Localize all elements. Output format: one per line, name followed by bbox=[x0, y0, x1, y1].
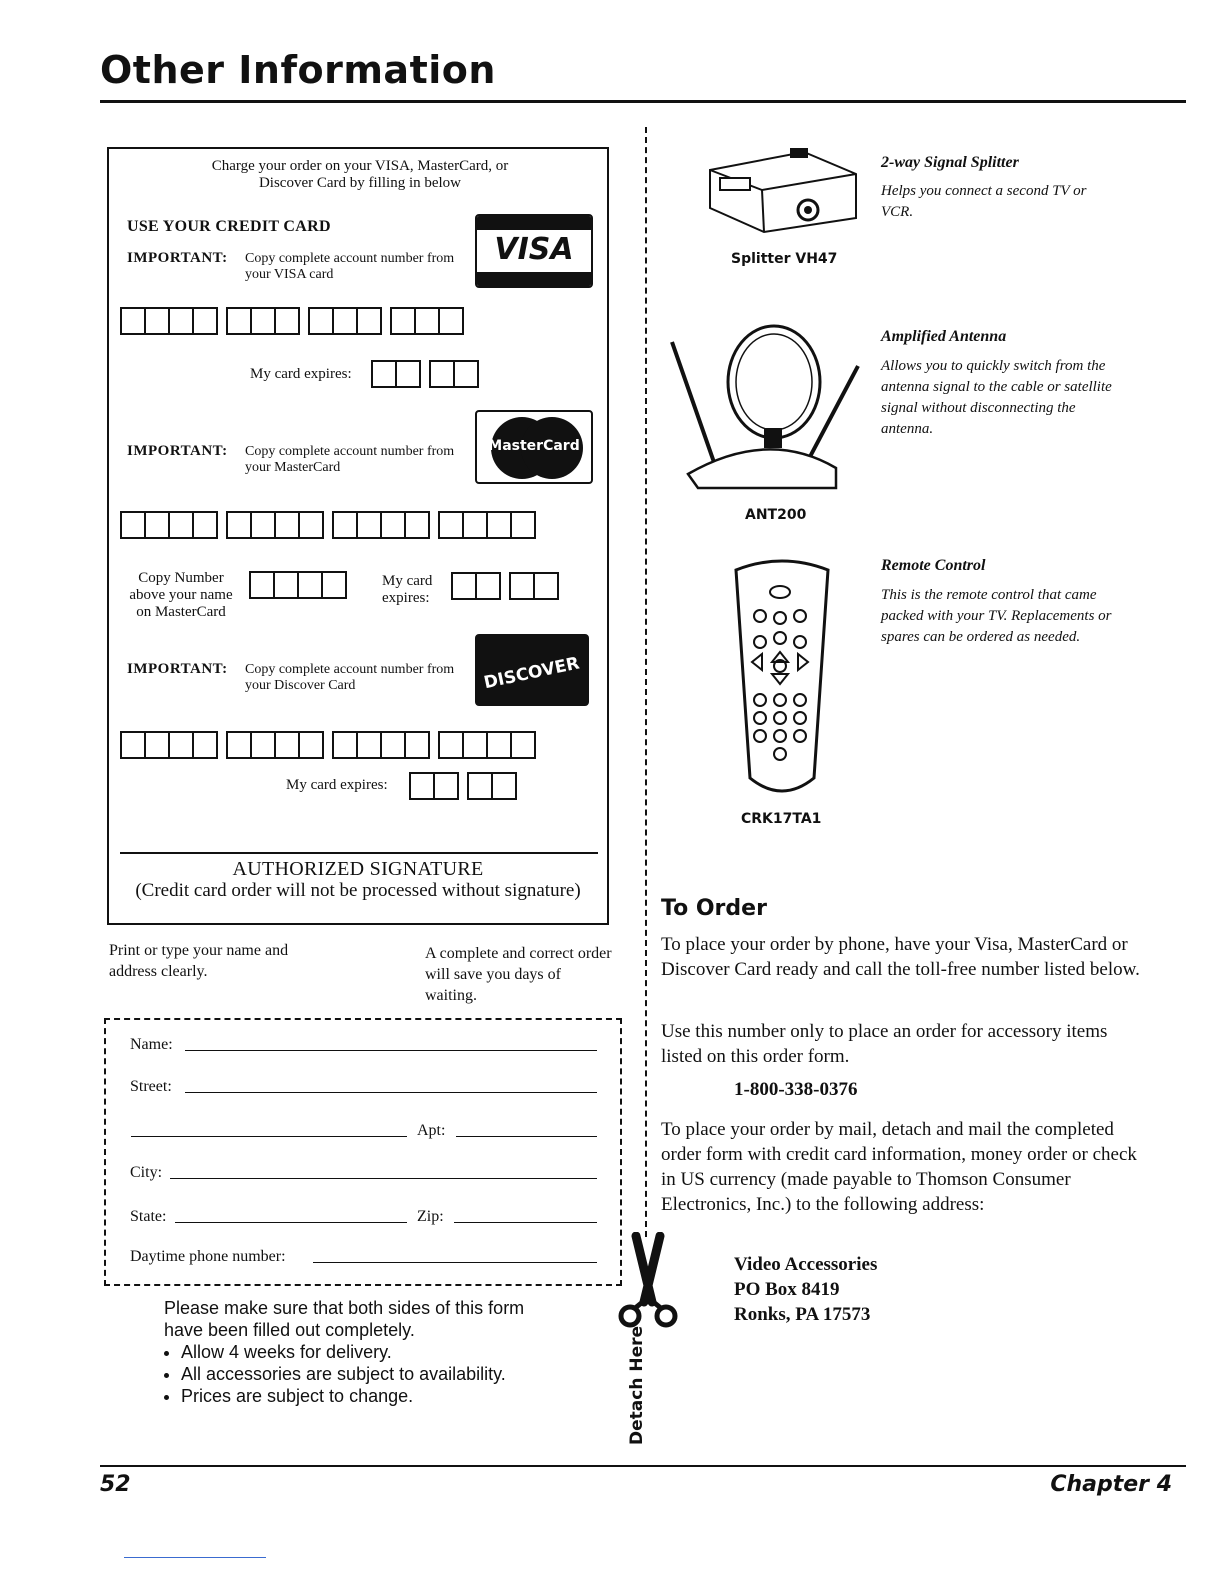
product-title-antenna: Amplified Antenna bbox=[881, 328, 1007, 345]
apt-label: Apt: bbox=[417, 1122, 446, 1139]
mailing-address bbox=[734, 1252, 877, 1327]
visa-expires-label: My card expires: bbox=[250, 366, 352, 382]
state-label: State: bbox=[130, 1208, 167, 1225]
signature-note: (Credit card order will not be processed without signature) bbox=[135, 880, 581, 901]
visa-expiry-boxes[interactable] bbox=[371, 360, 479, 388]
visa-instruction: Copy complete account number from your VISA card bbox=[245, 251, 455, 282]
reminders-list bbox=[164, 1341, 564, 1407]
mastercard-expiry-boxes[interactable] bbox=[451, 572, 559, 600]
copy-number-label: Copy Number above your name on MasterCard bbox=[129, 570, 233, 620]
reminders bbox=[164, 1297, 564, 1407]
phone-field[interactable] bbox=[313, 1262, 597, 1263]
address-line: Ronks, PA 17573 bbox=[734, 1304, 871, 1325]
product-desc-antenna: Allows you to quickly switch from the antenna signal to the cable or satellite signal without disconnecting the antenna. bbox=[881, 358, 1112, 437]
state-field[interactable] bbox=[175, 1222, 407, 1223]
bottom-accent-rule bbox=[124, 1557, 266, 1558]
product-title-remote: Remote Control bbox=[881, 557, 986, 574]
mastercard-logo-text: MasterCard bbox=[488, 438, 580, 454]
antenna-image bbox=[668, 318, 868, 496]
header-rule bbox=[100, 100, 1186, 103]
discover-logo bbox=[475, 634, 589, 706]
cut-line bbox=[645, 127, 647, 1237]
product-model-splitter: Splitter VH47 bbox=[731, 251, 838, 267]
detach-here-text: Detach Here bbox=[627, 1325, 647, 1445]
mastercard-name-number[interactable] bbox=[249, 571, 347, 599]
discover-instruction: Copy complete account number from your Discover Card bbox=[245, 662, 455, 693]
page-number: 52 bbox=[100, 1472, 131, 1497]
product-title-splitter: 2-way Signal Splitter bbox=[881, 154, 1019, 171]
mastercard-important-label: IMPORTANT: bbox=[127, 443, 228, 459]
to-order-heading: To Order bbox=[661, 896, 767, 921]
phone-label: Daytime phone number: bbox=[130, 1248, 286, 1265]
product-desc-remote: This is the remote control that came packed with your TV. Replacements or spares can be ordered as needed. bbox=[881, 587, 1112, 645]
page-title: Other Information bbox=[100, 48, 496, 92]
signature-title: AUTHORIZED SIGNATURE bbox=[232, 858, 484, 880]
mastercard-logo bbox=[475, 410, 593, 484]
city-field[interactable] bbox=[170, 1178, 597, 1179]
product-desc-splitter: Helps you connect a second TV or VCR. bbox=[881, 183, 1087, 220]
name-field[interactable] bbox=[185, 1050, 597, 1051]
street-label: Street: bbox=[130, 1078, 172, 1095]
mastercard-expires-label: My card expires: bbox=[382, 573, 433, 606]
signature-line[interactable] bbox=[120, 852, 598, 854]
use-number-paragraph: Use this number only to place an order for accessory items listed on this order form. bbox=[661, 1021, 1108, 1067]
visa-important-label: IMPORTANT: bbox=[127, 250, 228, 266]
remote-control-image bbox=[728, 558, 836, 808]
print-name-note: Print or type your name and address clearly. bbox=[109, 942, 289, 980]
visa-account-number[interactable] bbox=[120, 307, 464, 335]
form-intro: Charge your order on your VISA, MasterCard, or Discover Card by filling in below bbox=[211, 158, 509, 191]
mail-order-paragraph: To place your order by mail, detach and mail the completed order form with credit card information, money order or check in US currency (made payable to Thomson Consumer Electronics, Inc.) to the following address: bbox=[661, 1119, 1137, 1215]
footer-rule bbox=[100, 1465, 1186, 1467]
reminder-item: • Allow 4 weeks for delivery. bbox=[181, 1341, 564, 1363]
address-form bbox=[104, 1018, 622, 1286]
mastercard-instruction: Copy complete account number from your MasterCard bbox=[245, 444, 455, 475]
address-line: Video Accessories bbox=[734, 1254, 878, 1275]
reminder-item: • All accessories are subject to availability. bbox=[181, 1363, 564, 1385]
zip-field[interactable] bbox=[454, 1222, 597, 1223]
visa-logo-text: VISA bbox=[494, 232, 574, 267]
discover-expires-label: My card expires: bbox=[286, 777, 388, 793]
scissors-icon bbox=[612, 1232, 684, 1332]
discover-expiry-boxes[interactable] bbox=[409, 772, 517, 800]
toll-free-number: 1-800-338-0376 bbox=[734, 1079, 858, 1100]
complete-order-note: A complete and correct order will save you days of waiting. bbox=[425, 945, 612, 1004]
name-label: Name: bbox=[130, 1036, 173, 1053]
splitter-image bbox=[704, 144, 862, 234]
street-field[interactable] bbox=[185, 1092, 597, 1093]
visa-logo bbox=[475, 214, 593, 288]
city-label: City: bbox=[130, 1164, 163, 1181]
discover-account-number[interactable] bbox=[120, 731, 536, 759]
discover-logo-text: DISCOVER bbox=[482, 653, 582, 694]
discover-important-label: IMPORTANT: bbox=[127, 661, 228, 677]
zip-label: Zip: bbox=[417, 1208, 444, 1225]
apt-field[interactable] bbox=[456, 1136, 597, 1137]
street-line-2-field[interactable] bbox=[131, 1136, 407, 1137]
phone-order-paragraph: To place your order by phone, have your Visa, MasterCard or Discover Card ready and call the toll-free number listed below. bbox=[661, 934, 1140, 980]
detach-here-label bbox=[625, 1325, 649, 1447]
chapter-label: Chapter 4 bbox=[1050, 1472, 1172, 1497]
address-line: PO Box 8419 bbox=[734, 1279, 840, 1300]
mastercard-account-number[interactable] bbox=[120, 511, 536, 539]
product-model-antenna: ANT200 bbox=[745, 507, 807, 523]
reminder-item: • Prices are subject to change. bbox=[181, 1385, 564, 1407]
product-model-remote: CRK17TA1 bbox=[741, 811, 822, 827]
use-credit-card-heading: USE YOUR CREDIT CARD bbox=[127, 218, 331, 235]
reminders-intro: Please make sure that both sides of this form have been filled out completely. bbox=[164, 1298, 525, 1340]
